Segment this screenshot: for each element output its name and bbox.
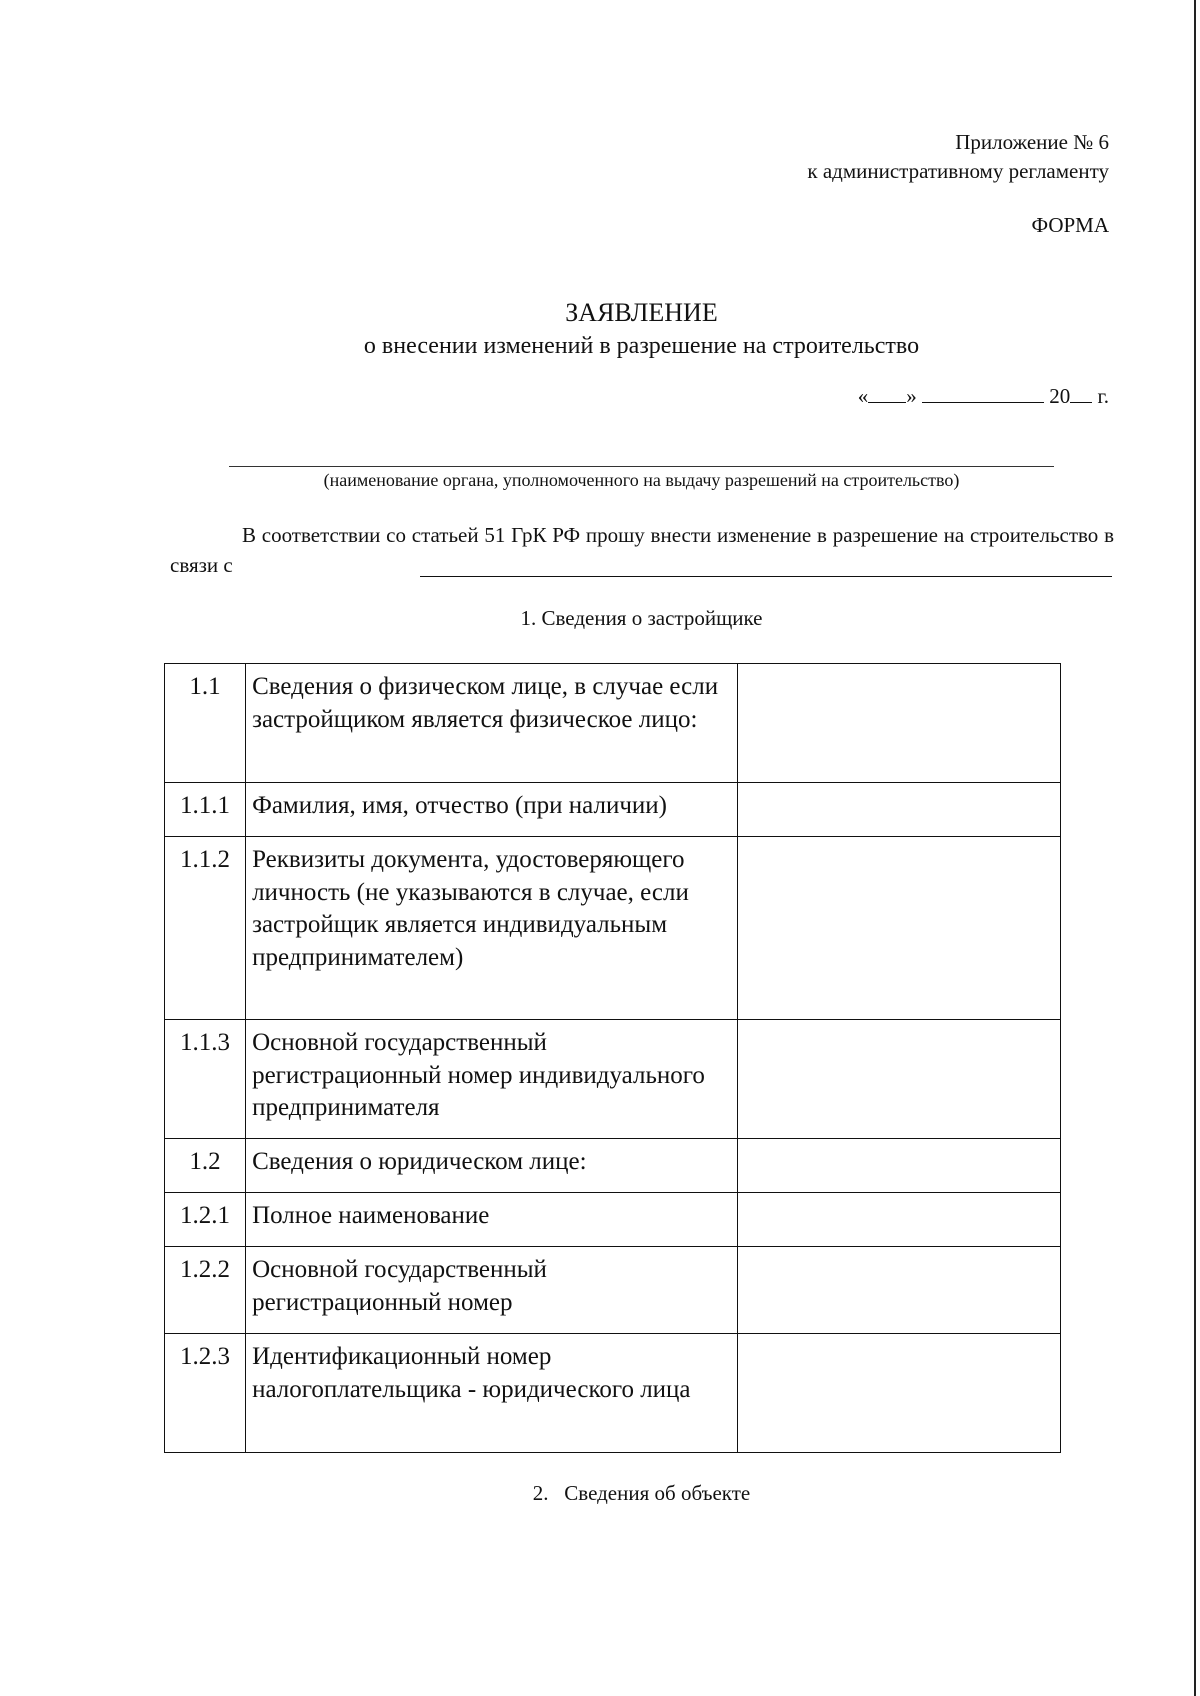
row-value-field[interactable]	[737, 837, 1060, 1020]
row-number: 1.1.3	[165, 1020, 246, 1139]
row-number: 1.2.1	[165, 1193, 246, 1247]
row-value-field[interactable]	[737, 664, 1060, 783]
year-blank[interactable]	[1070, 384, 1092, 403]
row-label: Сведения о юридическом лице:	[246, 1139, 738, 1193]
appendix-regulation: к административному регламенту	[807, 159, 1109, 183]
row-label: Полное наименование	[246, 1193, 738, 1247]
date-close-quote: »	[906, 384, 917, 408]
table-row	[165, 664, 1061, 783]
row-label: Основной государственный регистрационный номер индивидуального предпринимателя	[246, 1020, 738, 1139]
row-label: Сведения о физическом лице, в случае если застройщиком является физическое лицо:	[246, 664, 738, 783]
developer-info-table	[164, 663, 1061, 1453]
row-label: Идентификационный номер налогоплательщика - юридического лица	[246, 1334, 738, 1453]
request-paragraph: В соответствии со статьей 51 ГрК РФ прошу внести изменение в разрешение на строительство в связи с	[170, 523, 1114, 577]
table-row	[165, 1247, 1061, 1334]
table-row	[165, 1334, 1061, 1453]
date-open-quote: «	[857, 384, 869, 408]
form-label: ФОРМА	[1031, 213, 1109, 237]
date-line	[858, 384, 1109, 409]
year-prefix: 20	[1049, 384, 1071, 408]
row-number: 1.1	[165, 664, 246, 783]
row-value-field[interactable]	[737, 1020, 1060, 1139]
row-label: Основной государственный регистрационный номер	[246, 1247, 738, 1334]
day-blank[interactable]	[868, 384, 906, 403]
table-row	[165, 1193, 1061, 1247]
authority-name-blank[interactable]	[229, 466, 1054, 467]
row-number: 1.1.1	[165, 783, 246, 837]
table-row	[165, 837, 1061, 1020]
row-value-field[interactable]	[737, 783, 1060, 837]
row-label: Фамилия, имя, отчество (при наличии)	[246, 783, 738, 837]
document-title-block	[164, 296, 1119, 362]
appendix-number: Приложение № 6	[955, 130, 1109, 154]
year-suffix: г.	[1092, 384, 1109, 408]
table-row	[165, 1020, 1061, 1139]
request-reason-blank[interactable]	[420, 576, 1112, 577]
section-2-title: 2. Сведения об объекте	[532, 1481, 751, 1505]
row-number: 1.2	[165, 1139, 246, 1193]
authority-caption: (наименование органа, уполномоченного на выдачу разрешений на строительство)	[323, 470, 960, 490]
row-value-field[interactable]	[737, 1334, 1060, 1453]
row-number: 1.2.2	[165, 1247, 246, 1334]
row-number: 1.2.3	[165, 1334, 246, 1453]
appendix-reference	[807, 128, 1109, 186]
document-subtitle: о внесении изменений в разрешение на строительство	[363, 333, 920, 359]
row-value-field[interactable]	[737, 1139, 1060, 1193]
document-title: ЗАЯВЛЕНИЕ	[565, 298, 718, 327]
row-label: Реквизиты документа, удостоверяющего личность (не указываются в случае, если застройщик является индивидуальным предпринимателем)	[246, 837, 738, 1020]
row-number: 1.1.2	[165, 837, 246, 1020]
month-blank[interactable]	[922, 384, 1044, 403]
section-1-title: 1. Сведения о застройщике	[520, 606, 763, 630]
table-row	[165, 783, 1061, 837]
row-value-field[interactable]	[737, 1247, 1060, 1334]
table-row	[165, 1139, 1061, 1193]
row-value-field[interactable]	[737, 1193, 1060, 1247]
